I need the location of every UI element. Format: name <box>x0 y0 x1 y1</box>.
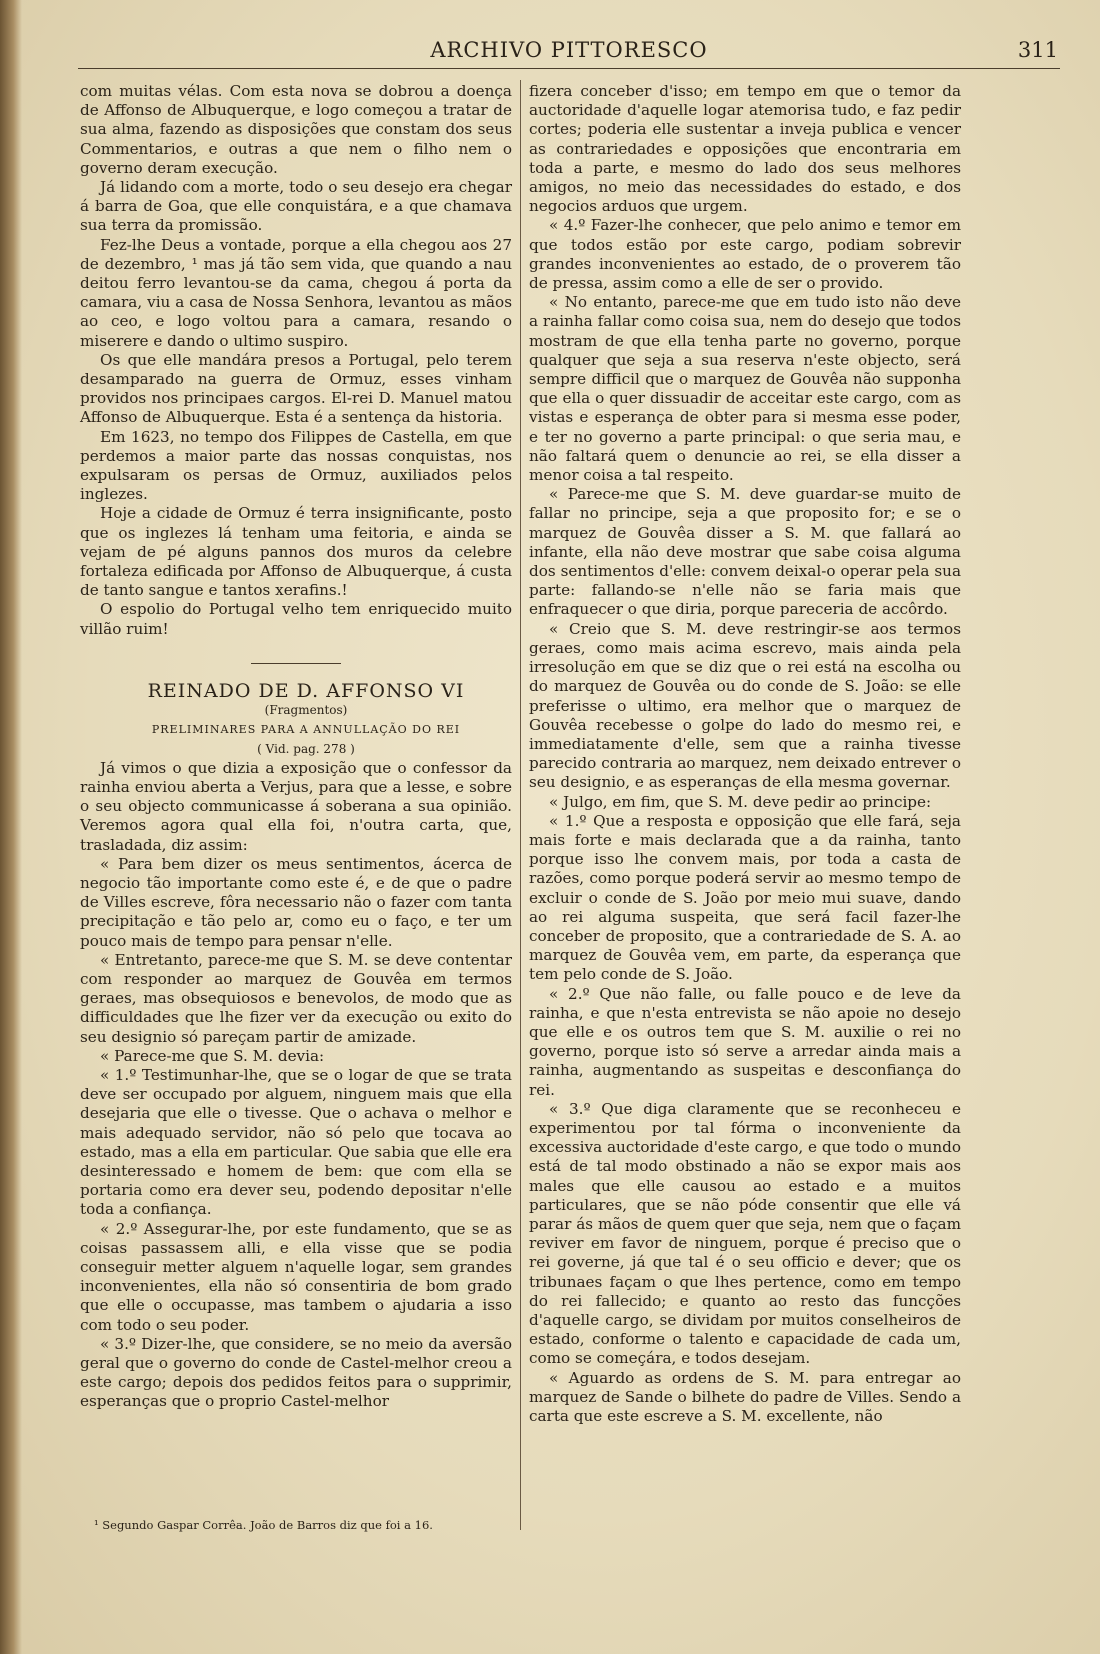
paragraph: « 2.º Que não falle, ou falle pouco e de leve da rainha, e que n'esta entrevista se não apoie no desejo que elle e os outros tem que S. M. auxilie o rei no governo, porque isto só serve a arredar ainda mais a rainha, augmentando as suspeitas e desconfiança do rei. <box>529 984 961 1099</box>
paragraph: com muitas vélas. Com esta nova se dobrou a doença de Affonso de Albuquerque, e logo começou a tratar de sua alma, fazendo as disposições que constam dos seus Commentarios, e outras a que nem o filho nem o governo deram execução. <box>80 82 512 177</box>
paragraph: Hoje a cidade de Ormuz é terra insignificante, posto que os inglezes lá tenham uma feitoria, e ainda se vejam de pé alguns pannos dos muros da celebre fortaleza edificada por Affonso de Albuquerque, á custa de tanto sangue e tantos xerafins.! <box>80 504 512 600</box>
paragraph: Já lidando com a morte, todo o seu desejo era chegar á barra de Goa, que elle conquistára, e a que chamava sua terra da promissão. <box>80 178 512 235</box>
section-reference: ( Vid. pag. 278 ) <box>257 741 355 756</box>
book-spine-shadow <box>0 0 22 1654</box>
section-caption: PRELIMINARES PARA A ANNULLAÇÃO DO REI <box>151 723 461 737</box>
paragraph: « Creio que S. M. deve restringir-se aos termos geraes, como mais acima escrevo, mais ainda pela irresolução em que se diz que o rei está na escolha ou do marquez de Gouvêa ou do conde de S. João: se elle preferisse o ultimo, era melhor que o marquez de Gouvêa recebesse o golpe do lado do mesmo rei, e immediatamente d'elle, sem que a rainha tivesse parecido contraria ao marquez, nem deixado entrever o seu designio, e as esperanças de ella mesma governar. <box>529 619 961 792</box>
paragraph: « 4.º Fazer-lhe conhecer, que pelo animo e temor em que todos estão por este cargo, podiam sobrevir grandes inconvenientes ao estado, de o proverem tão de pressa, assim como a elle de ser o provido. <box>529 216 961 293</box>
paragraph: « 3.º Que diga claramente que se reconheceu e experimentou por tal fórma o inconveniente da excessiva auctoridade d'este cargo, e que todo o mundo está de tal modo obstinado a não se expor mais aos males que elle causou ao estado e a muitos particulares, que se não póde consentir que elle vá parar ás mãos de quem quer que seja, nem que o façam reviver em favor de ninguem, porque é preciso que o rei governe, já que tal é o seu officio e dever; que os tribunaes façam o que lhes pertence, como em tempo do rei fallecido; e quanto ao resto das funcções d'aquelle cargo, se dividam por muitos conselheiros de estado, conforme o talento e capacidade de cada um, como se começára, e todos desejam. <box>529 1099 961 1368</box>
paragraph: « 1.º Testimunhar-lhe, que se o logar de que se trata deve ser occupado por alguem, ninguem mais que ella desejaria que elle o tivesse. Que o achava o melhor e mais adequado servidor, não só pelo que tocava ao estado, mas a ella em particular. Que sabia que elle era desinteressado e homem de bem: que com ella se portaria como era dever seu, podendo depositar n'elle toda a confiança. <box>80 1065 512 1219</box>
paragraph: Fez-lhe Deus a vontade, porque a ella chegou aos 27 de dezembro, ¹ mas já tão sem vida, que quando a nau deitou ferro levantou-se da cama, chegou á porta da camara, viu a casa de Nossa Senhora, levantou as mãos ao ceo, e logo voltou para a camara, resando o miserere e dando o ultimo suspiro. <box>80 235 512 350</box>
section-rule <box>251 663 341 664</box>
section-title: REINADO DE D. AFFONSO VI <box>147 679 465 702</box>
paragraph: « Entretanto, parece-me que S. M. se deve contentar com responder ao marquez de Gouvêa em termos geraes, mas obsequiosos e benevolos, de modo que as difficuldades que lhe fizer ver da execução ou exito do seu designio só pareçam partir de amizade. <box>80 950 512 1046</box>
right-column <box>529 82 961 1426</box>
page-number: 311 <box>1017 38 1058 62</box>
paragraph: « Aguardo as ordens de S. M. para entregar ao marquez de Sande o bilhete do padre de Villes. Sendo a carta que este escreve a S. M. excellente, não <box>529 1368 961 1426</box>
paragraph: Já vimos o que dizia a exposição que o confessor da rainha enviou aberta a Verjus, para que a lesse, e sobre o seu objecto communicasse á soberana a sua opinião. Veremos agora qual ella foi, n'outra carta, que, trasladada, diz assim: <box>80 758 512 854</box>
footnote: ¹ Segundo Gaspar Corrêa. João de Barros diz que foi a 16. <box>94 1518 433 1532</box>
paragraph: O espolio do Portugal velho tem enriquecido muito villão ruim! <box>80 600 512 638</box>
left-column <box>80 82 512 1412</box>
paragraph: Os que elle mandára presos a Portugal, pelo terem desamparado na guerra de Ormuz, esses vinham providos nos principaes cargos. El-rei D. Manuel matou Affonso de Albuquerque. Esta é a sentença da historia. <box>80 350 512 427</box>
column-divider <box>520 80 521 1530</box>
paragraph: « 2.º Assegurar-lhe, por este fundamento, que se as coisas passassem alli, e ella visse que se podia conseguir metter alguem n'aquelle logar, sem grandes inconvenientes, ella não só consentiria de bom grado que elle o occupasse, mas tambem o ajudaria a isso com todo o seu poder. <box>80 1219 512 1334</box>
paragraph: Em 1623, no tempo dos Filippes de Castella, em que perdemos a maior parte das nossas conquistas, nos expulsaram os persas de Ormuz, auxiliados pelos inglezes. <box>80 427 512 504</box>
paragraph: « Parece-me que S. M. deve guardar-se muito de fallar no principe, seja a que proposito for; e se o marquez de Gouvêa disser a S. M. que fallará ao infante, ella não deve mostrar que sabe coisa alguma dos sentimentos d'elle: convem deixal-o operar pela sua parte: fallando-se n'elle não se faria mais que enfraquecer o que diria, porque pareceria de accôrdo. <box>529 485 961 619</box>
paragraph: « 1.º Que a resposta e opposição que elle fará, seja mais forte e mais declarada que a da rainha, tanto porque isso lhe convem mais, por toda a casta de razões, como porque poderá servir ao mesmo tempo de excluir o conde de S. João por meio mui suave, dando ao rei alguma suspeita, que será facil fazer-lhe conceber de proposito, que a contrariedade de S. A. ao marquez de Gouvêa vem, em parte, da esperança que tem pelo conde de S. João. <box>529 811 961 984</box>
paragraph: « 3.º Dizer-lhe, que considere, se no meio da aversão geral que o governo do conde de Castel-melhor creou a este cargo; depois dos pedidos feitos para o supprimir, esperanças que o proprio Castel-melhor <box>80 1334 512 1411</box>
paragraph: « Para bem dizer os meus sentimentos, ácerca de negocio tão importante como este é, e de que o padre de Villes escreve, fôra necessario não o fazer com tanta precipitação e tão pelo ar, como eu o faço, e ter um pouco mais de tempo para pensar n'elle. <box>80 854 512 950</box>
running-title: ARCHIVO PITTORESCO <box>430 38 708 62</box>
section-subtitle: (Fragmentos) <box>264 703 348 718</box>
paragraph: fizera conceber d'isso; em tempo em que o temor da auctoridade d'aquelle logar atemorisa tudo, e faz pedir cortes; poderia elle sustentar a inveja publica e vencer as contrariedades e opposições que encontraria em toda a parte, e mesmo do lado dos seus melhores amigos, no meio das necessidades do estado, e dos negocios arduos que urgem. <box>529 82 961 216</box>
page-header <box>78 36 1060 69</box>
paragraph: « No entanto, parece-me que em tudo isto não deve a rainha fallar como coisa sua, nem do desejo que todos mostram de que ella tenha parte no governo, porque qualquer que seja a sua reserva n'este objecto, será sempre difficil que o marquez de Gouvêa não supponha que ella o quer dissuadir de acceitar este cargo, com as vistas e esperança de obter para si mesma esse poder, e ter no governo a parte principal: o que seria mau, e não faltará quem o denuncie ao rei, se ella disser a menor coisa a tal respeito. <box>529 293 961 485</box>
paragraph: « Parece-me que S. M. devia: <box>100 1046 325 1065</box>
paragraph: « Julgo, em fim, que S. M. deve pedir ao principe: <box>549 792 932 811</box>
